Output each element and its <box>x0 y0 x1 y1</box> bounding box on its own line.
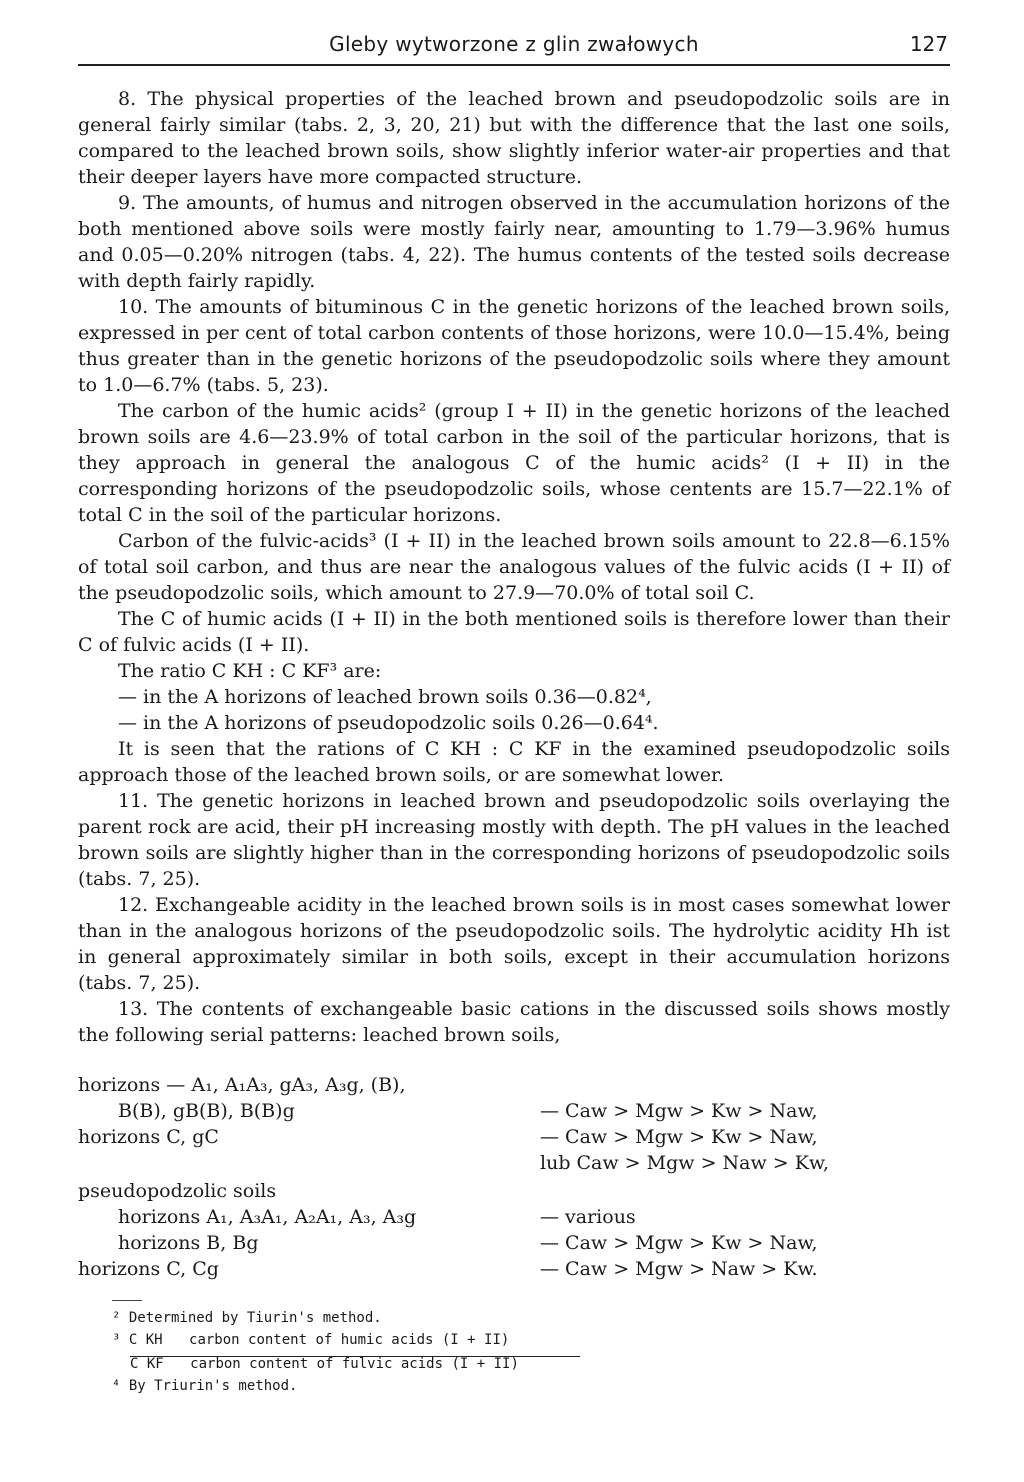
fn3-den-label: C KF <box>130 1356 164 1372</box>
table-row: lub Caw > Mgw > Naw > Kw, <box>540 1152 829 1174</box>
running-header <box>78 32 950 62</box>
paragraph-fulvic: Carbon of the fulvic-acids³ (I + II) in the leached brown soils amount to 22.8—6.15% of total soil carbon, and thus are near the analogous values of the fulvic acids (I + II) of the pseudopodzolic soils, which amount to 27.9—70.0% of total soil C. <box>78 530 950 604</box>
table-row: pseudopodzolic soils <box>78 1180 277 1202</box>
paragraph-12: 12. Exchangeable acidity in the leached brown soils is in most cases somewhat lower than in the analogous horizons of the pseudopodzolic soils. The hydrolytic acidity Hh ist in general approximately similar in both soils, except in their accumulation horizons (tabs. 7, 25). <box>78 894 950 994</box>
paragraph-13: 13. The contents of exchangeable basic cations in the discussed soils shows mostly the following serial patterns: leached brown soils, <box>78 998 950 1046</box>
table-row: horizons C, Cg — Caw > Mgw > Naw > Kw. <box>78 1258 818 1280</box>
paragraph-8: 8. The physical properties of the leached brown and pseudopodzolic soils are in general fairly similar (tabs. 2, 3, 20, 21) but with the difference that the last one soils, compared to the leached brown soils, show slightly inferior water-air properties and that their deeper layers have more compacted structure. <box>78 88 950 188</box>
table-row: horizons B, Bg — Caw > Mgw > Kw > Naw, <box>118 1232 818 1254</box>
footnote-3-numerator <box>112 1332 509 1348</box>
paragraph-humic: The carbon of the humic acids² (group I + II) in the genetic horizons of the leached brown soils are 4.6—23.9% of total carbon in the soil of the particular horizons, that is they approach in general the analogous C of the humic acids² (I + II) in the corresponding horizons of the pseudopodzolic soils, whose centents are 15.7—22.1% of total C in the soil of the particular horizons. <box>78 400 950 526</box>
fn3-num-label: ³ C KH <box>112 1332 163 1348</box>
footnote-4: ⁴ By Triurin's method. <box>112 1378 298 1394</box>
footnote-2: ² Determined by Tiurin's method. <box>112 1310 382 1326</box>
paragraph-rations: It is seen that the rations of C KH : C KF in the examined pseudopodzolic soils approach those of the leached brown soils, or are somewhat lower. <box>78 738 950 786</box>
dash-item-2: — in the A horizons of pseudopodzolic soils 0.26—0.64⁴. <box>118 712 659 734</box>
fn3-num-text: carbon content of humic acids (I + II) <box>189 1332 510 1348</box>
header-rule <box>78 64 950 66</box>
paragraph-9: 9. The amounts, of humus and nitrogen observed in the accumulation horizons of the both mentioned above soils were mostly fairly near, amounting to 1.79—3.96% humus and 0.05—0.20% nitrogen (tabs. 4, 22). The humus contents of the tested soils decrease with depth fairly rapidly. <box>78 192 950 292</box>
running-title: Gleby wytworzone z glin zwałowych <box>329 32 699 56</box>
page-number: 127 <box>909 32 948 56</box>
table-row: B(B), gB(B), B(B)g — Caw > Mgw > Kw > Naw, <box>118 1100 818 1122</box>
table-row: horizons C, gC — Caw > Mgw > Kw > Naw, <box>78 1126 818 1148</box>
footnote-rule <box>112 1300 142 1301</box>
paragraph-11: 11. The genetic horizons in leached brown and pseudopodzolic soils overlaying the parent rock are acid, their pH increasing mostly with depth. The pH values in the leached brown soils are slightly higher than in the corresponding horizons of pseudopodzolic soils (tabs. 7, 25). <box>78 790 950 890</box>
main-text <box>78 86 950 1048</box>
dash-item-1: — in the A horizons of leached brown soils 0.36—0.82⁴, <box>118 686 652 708</box>
table-row: horizons — A₁, A₁A₃, gA₃, A₃g, (B), <box>78 1074 406 1096</box>
paragraph-10: 10. The amounts of bituminous C in the genetic horizons of the leached brown soils, expressed in per cent of total carbon contents of those horizons, were 10.0—15.4%, being thus greater than in the genetic horizons of the pseudopodzolic soils where they amount to 1.0—6.7% (tabs. 5, 23). <box>78 296 950 396</box>
paragraph-humic-vs-fulvic: The C of humic acids (I + II) in the both mentioned soils is therefore lower than their C of fulvic acids (I + II). <box>78 608 950 656</box>
table-row: horizons A₁, A₃A₁, A₂A₁, A₃, A₃g — various <box>118 1206 636 1228</box>
footnote-3-denominator <box>130 1356 519 1372</box>
fn3-den-text: carbon content of fulvic acids (I + II) <box>190 1356 519 1372</box>
paragraph-ratio: The ratio C KH : C KF³ are: <box>118 660 382 682</box>
